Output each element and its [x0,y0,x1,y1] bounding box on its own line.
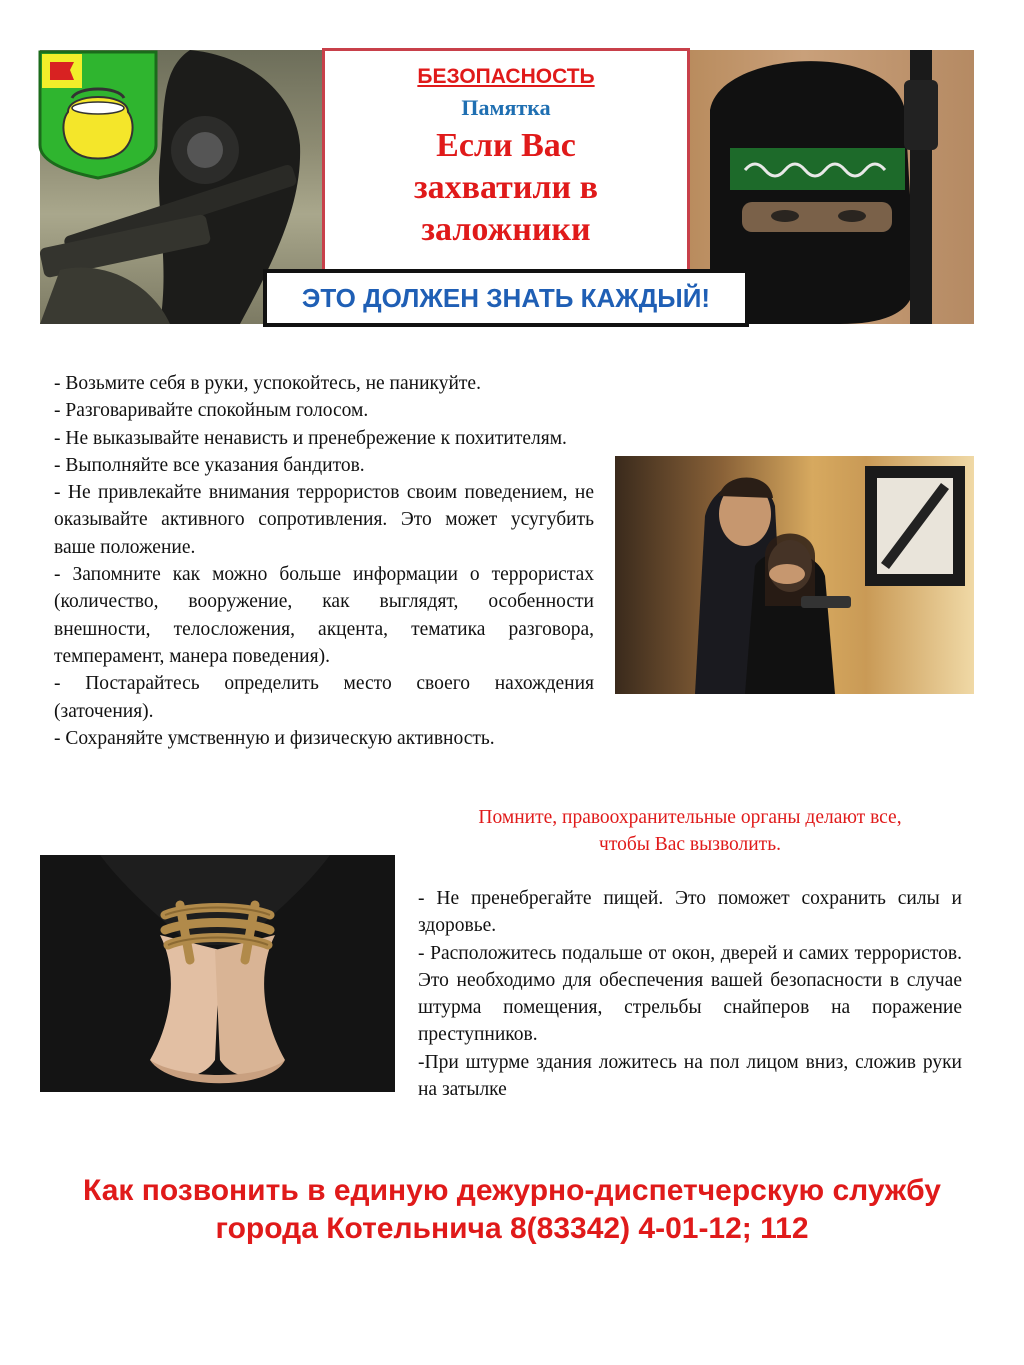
tied-hands-photo [40,855,395,1092]
tips-list-top [54,370,594,752]
title-box [322,48,690,290]
hotline-line: города Котельнича 8(83342) 4-01-12; 112 [215,1212,809,1245]
reminder-note [418,804,962,859]
reminder-line: Помните, правоохранительные органы делают все, [478,807,902,828]
tip-item: - Запомните как можно больше информации о террористах (количество, вооружение, как выглядят, особенности внешности, телосложения, акцента, тематика разговора, темперамент, манера поведения). [54,564,594,667]
tip-item: -При штурме здания ложитесь на пол лицом вниз, сложив руки на затылке [418,1051,962,1101]
tip-item: - Разговаривайте спокойным голосом. [54,400,369,422]
tip-item: - Сохраняйте умственную и физическую активность. [54,727,495,749]
reminder-line: чтобы Вас вызволить. [599,834,781,856]
page-title [325,125,687,251]
emergency-hotline [40,1172,984,1248]
category-heading: БЕЗОПАСНОСТЬ [417,65,595,88]
tip-item: - Постарайтесь определить место своего нахождения (заточения). [54,673,594,722]
subtitle: Памятка [461,95,551,120]
headline-line: заложники [421,211,591,248]
tip-item: - Не пренебрегайте пищей. Это поможет сохранить силы и здоровье. [418,888,962,937]
hotline-line: Как позвонить в единую дежурно-диспетчерскую службу [83,1174,941,1207]
tip-item: - Выполняйте все указания бандитов. [54,454,365,476]
tips-list-bottom [418,885,962,1103]
tip-item: - Не выказывайте ненависть и пренебрежение к похитителям. [54,427,567,449]
tip-item: - Не привлекайте внимания террористов своим поведением, не оказывайте активного сопротивления. Это может усугубить ваше положение. [54,482,594,558]
headline-line: захватили в [414,169,598,206]
hostage-photo [615,456,974,694]
tip-item: - Расположитесь подальше от окон, дверей и самих террористов. Это необходимо для обеспечения вашей безопасности в случае штурма помещения, стрельбы снайперов на поражение преступников. [418,942,962,1046]
headline-line: Если Вас [436,127,576,164]
tip-item: - Возьмите себя в руки, успокойтесь, не паникуйте. [54,373,481,394]
coat-of-arms-logo [38,50,158,180]
must-know-banner: ЭТО ДОЛЖЕН ЗНАТЬ КАЖДЫЙ! [263,269,749,327]
